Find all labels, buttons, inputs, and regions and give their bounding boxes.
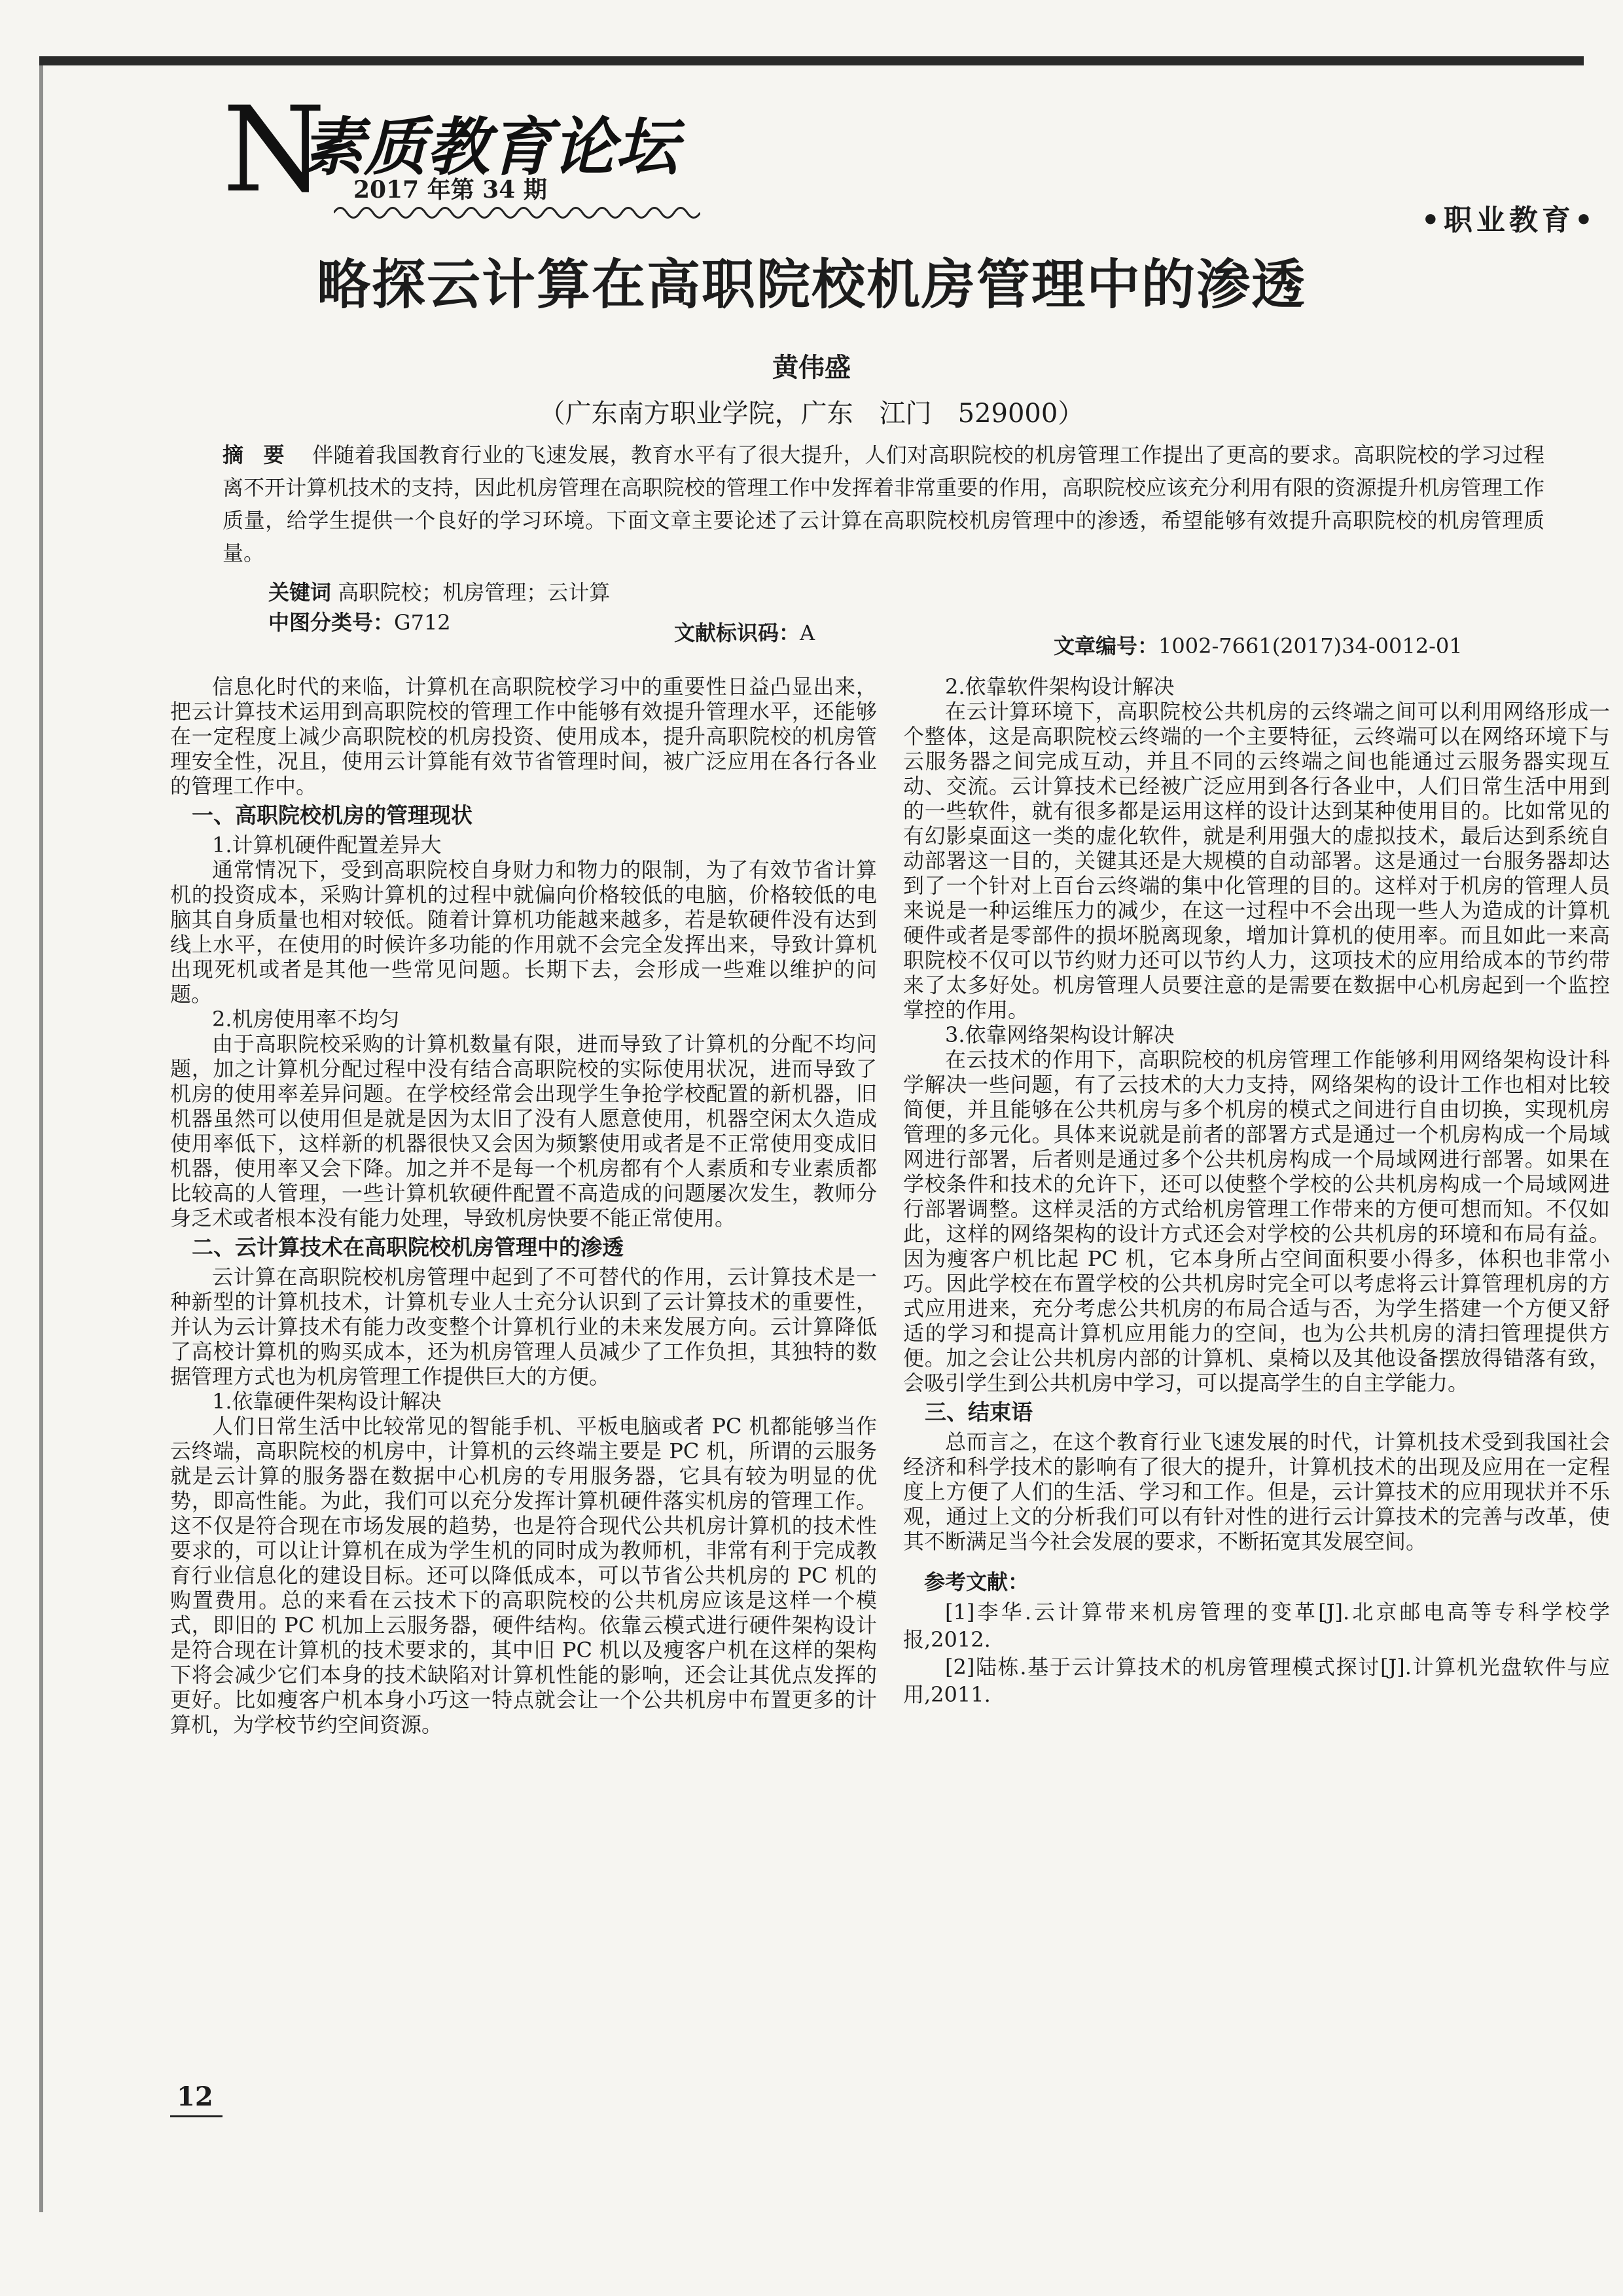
subsection-2-1-heading: 1.依靠硬件架构设计解决 (212, 1389, 442, 1414)
scan-top-border (39, 56, 1584, 65)
journal-title: 素质教育论坛 (301, 110, 678, 184)
section-tag: •职业教育• (1421, 204, 1597, 237)
subsection-1-1-heading: 1.计算机硬件配置差异大 (212, 833, 442, 857)
section-2-heading: 二、云计算技术在高职院校机房管理中的渗透 (192, 1234, 624, 1260)
references-heading: 参考文献： (924, 1570, 1029, 1594)
section-1-heading: 一、高职院校机房的管理现状 (192, 802, 473, 828)
journal-issue: 2017 年第 34 期 (353, 176, 547, 204)
keywords-line (268, 576, 610, 606)
article-author: 黄伟盛 (772, 353, 851, 383)
clc-label: 中图分类号： (268, 610, 395, 635)
doc-code-value: A (800, 620, 815, 645)
paragraph-2: 云计算在高职院校机房管理中起到了不可替代的作用，云计算技术是一种新型的计算机技术，计算机专业人士充分认识到了云计算技术的重要性，并认为云计算技术有能力改变整个计算机行业的未来发展方向。云计算降低了高校计算机的购买成本，还为机房管理人员减少了工作负担，其独特的数据管理方式也为机房管理工作提供巨大的方便。 (170, 1265, 877, 1389)
subsection-2-2-heading: 2.依靠软件架构设计解决 (945, 674, 1175, 699)
article-number-line (1054, 630, 1463, 660)
masthead-wave-ornament (334, 203, 700, 223)
paragraph-1-2: 由于高职院校采购的计算机数量有限，进而导致了计算机的分配不均问题，加之计算机分配过程中没有结合高职院校的实际使用状况，进而导致了机房的使用率差异问题。在学校经常会出现学生争抢学校配置的新机器，旧机器虽然可以使用但是就是因为太旧了没有人愿意使用，机器空闲太久造成使用率低下，这样新的机器很快又会因为频繁使用或者是不正常使用变成旧机器，使用率又会下降。加之并不是每一个机房都有个人素质和专业素质都比较高的人管理，一些计算机软硬件配置不高造成的问题屡次发生，教师分身乏术或者根本没有能力处理，导致机房快要不能正常使用。 (170, 1031, 877, 1230)
scan-left-border (39, 65, 43, 2212)
page-number: 12 (177, 2081, 213, 2112)
abstract-label: 摘要 (223, 442, 304, 467)
abstract-text: 伴随着我国教育行业的飞速发展，教育水平有了很大提升，人们对高职院校的机房管理工作提出了更高的要求。高职院校的学习过程离不开计算机技术的支持，因此机房管理在高职院校的管理工作中发挥着非常重要的作用，高职院校应该充分利用有限的资源提升机房管理工作质量，给学生提供一个良好的学习环境。下面文章主要论述了云计算在高职院校机房管理中的渗透，希望能够有效提升高职院校的机房管理质量。 (223, 442, 1544, 565)
keywords: 高职院校；机房管理；云计算 (338, 580, 611, 605)
paragraph-2-1: 人们日常生活中比较常见的智能手机、平板电脑或者 PC 机都能够当作云终端，高职院校的机房中，计算机的云终端主要是 PC 机，所谓的云服务就是云计算的服务器在数据中心机房的专用服务器，它具有较为明显的优势，即高性能。为此，我们可以充分发挥计算机硬件落实机房的管理工作。这不仅是符合现在市场发展的趋势，也是符合现代公共机房计算机的技术性要求的，可以让计算机在成为学生机的同时成为教师机，非常有利于完成教育行业信息化的建设目标。还可以降低成本，可以节省公共机房的 PC 机的购置费用。总的来看在云技术下的高职院校的公共机房应该是这样一个模式，即旧的 PC 机加上云服务器，硬件结构。依靠云模式进行硬件架构设计是符合现在计算机的技术要求的，其中旧 PC 机以及瘦客户机在这样的架构下将会减少它们本身的技术缺陷对计算机性能的影响，还会让其优点发挥的更好。比如瘦客户机本身小巧这一特点就会让一个公共机房中布置更多的计算机，为学校节约空间资源。 (170, 1414, 877, 1737)
article-title: 略探云计算在高职院校机房管理中的渗透 (316, 254, 1306, 316)
doc-code-line (674, 617, 815, 647)
abstract (223, 439, 1544, 569)
article-number-value: 1002-7661(2017)34-0012-01 (1158, 634, 1463, 658)
masthead-letter: N (223, 82, 326, 219)
paragraph-3: 总而言之，在这个教育行业飞速发展的时代，计算机技术受到我国社会经济和科学技术的影响有了很大的提升，计算机技术的出现及应用在一定程度上方便了人们的生活、学习和工作。但是，云计算技术的应用现状并不乐观，通过上文的分析我们可以有针对性的进行云计算技术的完善与改革，使其不断满足当今社会发展的要求，不断拓宽其发展空间。 (903, 1429, 1610, 1554)
article-number-label: 文章编号： (1054, 634, 1159, 658)
page-number-rule (170, 2115, 223, 2117)
clc-value: G712 (394, 610, 451, 635)
clc-line (268, 606, 451, 636)
reference-item: [1]李华.云计算带来机房管理的变革[J].北京邮电高等专科学校学报,2012. (903, 1600, 1610, 1652)
paragraph-2-2: 在云计算环境下，高职院校公共机房的云终端之间可以利用网络形成一个整体，这是高职院校云终端的一个主要特征，云终端可以在网络环境下与云服务器之间完成互动，并且不同的云终端之间也能通过云服务器实现互动、交流。云计算技术已经被广泛应用到各行各业中，人们日常生活中用到的一些软件，就有很多都是运用这样的设计达到某种使用目的。比如常见的有幻影桌面这一类的虚化软件，就是利用强大的虚拟技术，最后达到系统自动部署这一目的，关键其还是大规模的自动部署。这是通过一台服务器却达到了一个针对上百台云终端的集中化管理的目的。这样对于机房的管理人员来说是一种运维压力的减少，在这一过程中不会出现一些人为造成的计算机硬件或者是零部件的损坏脱离现象，增加计算机的使用率。而且如此一来高职院校不仅可以节约财力还可以节约人力，这项技术的应用给成本的节约带来了太多好处。机房管理人员要注意的是需要在数据中心机房起到一个监控掌控的作用。 (903, 699, 1610, 1022)
keywords-label: 关键词 (268, 580, 332, 605)
paragraph-intro: 信息化时代的来临，计算机在高职院校学习中的重要性日益凸显出来，把云计算技术运用到高职院校的管理工作中能够有效提升管理水平，还能够在一定程度上减少高职院校的机房投资、使用成本，提升高职院校的机房管理安全性，况且，使用云计算能有效节省管理时间，被广泛应用在各行各业的管理工作中。 (170, 674, 877, 798)
doc-code-label: 文献标识码： (674, 620, 800, 645)
right-column (903, 674, 1610, 1708)
left-column (170, 674, 877, 1737)
section-3-heading: 三、结束语 (925, 1399, 1033, 1425)
paragraph-1-1: 通常情况下，受到高职院校自身财力和物力的限制，为了有效节省计算机的投资成本，采购计算机的过程中就偏向价格较低的电脑，价格较低的电脑其自身质量也相对较低。随着计算机功能越来越多，若是软硬件没有达到线上水平，在使用的时候许多功能的作用就不会完全发挥出来，导致计算机出现死机或者是其他一些常见问题。长期下去，会形成一些难以维护的问题。 (170, 857, 877, 1007)
article-affiliation: （广东南方职业学院，广东 江门 529000） (539, 399, 1084, 429)
paragraph-2-3: 在云技术的作用下，高职院校的机房管理工作能够利用网络架构设计科学解决一些问题，有了云技术的大力支持，网络架构的设计工作也相对比较简便，并且能够在公共机房与多个机房的模式之间进行自由切换，实现机房管理的多元化。具体来说就是前者的部署方式是通过一个机房构成一个局域网进行部署，后者则是通过多个公共机房构成一个局域网进行部署。如果在学校条件和技术的允许下，还可以使整个学校的公共机房构成一个局域网进行部署调整。这样灵活的方式给机房管理工作带来的方便可想而知。不仅如此，这样的网络架构的设计方式还会对学校的公共机房的环境和布局有益。因为瘦客户机比起 PC 机，它本身所占空间面积要小得多，体积也非常小巧。因此学校在布置学校的公共机房时完全可以考虑将云计算管理机房的方式应用进来，充分考虑公共机房的布局合适与否，为学生搭建一个方便又舒适的学习和提高计算机应用能力的空间，也为公共机房的清扫管理提供方便。加之会让公共机房内部的计算机、桌椅以及其他设备摆放得错落有致，会吸引学生到公共机房中学习，可以提高学生的自主学能力。 (903, 1047, 1610, 1395)
subsection-1-2-heading: 2.机房使用率不均匀 (212, 1007, 400, 1031)
subsection-2-3-heading: 3.依靠网络架构设计解决 (945, 1022, 1175, 1047)
reference-item: [2]陆栋.基于云计算技术的机房管理模式探讨[J].计算机光盘软件与应用,2011. (903, 1655, 1610, 1707)
